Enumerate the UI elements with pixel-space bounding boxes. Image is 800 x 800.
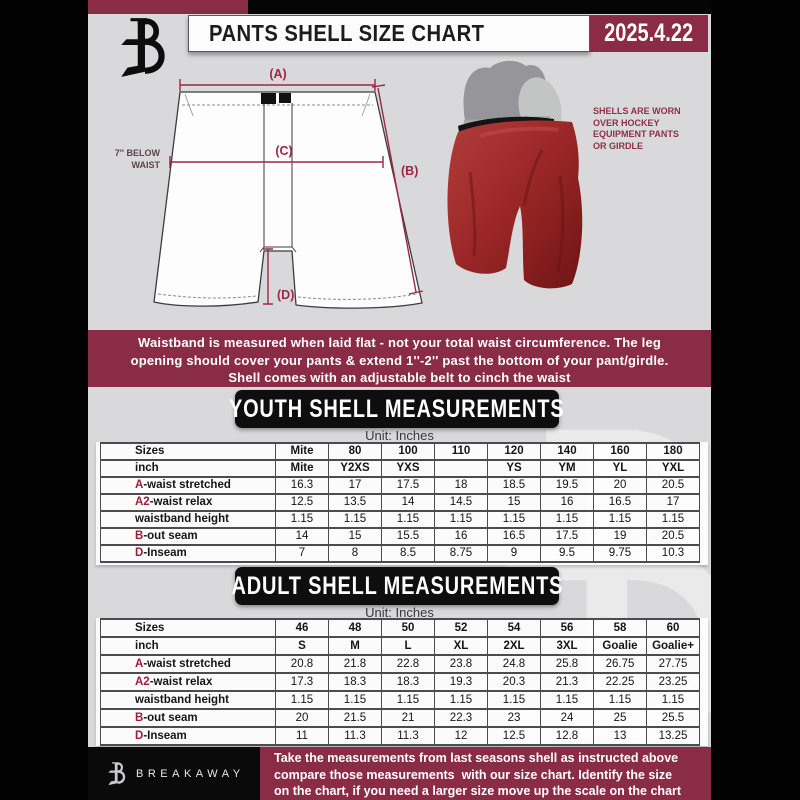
value-cell: 23.25 <box>647 673 700 691</box>
footer-instructions <box>260 747 711 800</box>
top-black-strip <box>248 0 711 14</box>
header-cell: Mite <box>276 443 329 460</box>
value-cell: 14.5 <box>435 494 488 511</box>
row-label: Sizes <box>101 443 276 460</box>
row-label: inch <box>101 460 276 477</box>
value-cell: YM <box>541 460 594 477</box>
value-cell: 21.3 <box>541 673 594 691</box>
table-row <box>101 655 700 673</box>
value-cell: 17 <box>329 477 382 494</box>
page-title: PANTS SHELL SIZE CHART <box>209 20 485 46</box>
value-cell: 20 <box>276 709 329 727</box>
table-row <box>101 673 700 691</box>
value-cell: 8.75 <box>435 545 488 562</box>
value-cell: Mite <box>276 460 329 477</box>
measurement-letter: B <box>135 712 144 724</box>
top-maroon-strip <box>88 0 248 14</box>
value-cell: 17 <box>647 494 700 511</box>
header-cell: 50 <box>382 619 435 637</box>
value-cell: 16.5 <box>488 528 541 545</box>
measurement-letter: D <box>135 730 144 742</box>
table-row <box>101 477 700 494</box>
value-cell: 17.5 <box>541 528 594 545</box>
header-cell: 100 <box>382 443 435 460</box>
value-cell: 9 <box>488 545 541 562</box>
measurement-letter: A <box>135 658 144 670</box>
header-cell: 48 <box>329 619 382 637</box>
content-area <box>88 0 711 800</box>
value-cell: 22.3 <box>435 709 488 727</box>
header-cell: 52 <box>435 619 488 637</box>
value-cell: 12 <box>435 727 488 745</box>
value-cell: 1.15 <box>382 511 435 528</box>
value-cell: 1.15 <box>647 511 700 528</box>
value-cell: 24 <box>541 709 594 727</box>
value-cell: 1.15 <box>382 691 435 709</box>
value-cell: 1.15 <box>276 691 329 709</box>
value-cell: XL <box>435 637 488 655</box>
value-cell: 16 <box>541 494 594 511</box>
measurement-letter: A2 <box>135 496 150 508</box>
value-cell: 1.15 <box>329 511 382 528</box>
table-row <box>101 460 700 477</box>
value-cell: 19 <box>594 528 647 545</box>
header-cell: 56 <box>541 619 594 637</box>
value-cell: 18.3 <box>329 673 382 691</box>
value-cell: YXL <box>647 460 700 477</box>
value-cell: 22.8 <box>382 655 435 673</box>
shorts-outline <box>154 92 422 308</box>
value-cell: 1.15 <box>329 691 382 709</box>
value-cell: 2XL <box>488 637 541 655</box>
value-cell: 1.15 <box>488 511 541 528</box>
below-waist-label-line2: WAIST <box>131 160 160 170</box>
measurement-notice <box>88 330 711 387</box>
value-cell: 23 <box>488 709 541 727</box>
value-cell: 12.8 <box>541 727 594 745</box>
value-cell: 20.8 <box>276 655 329 673</box>
value-cell: 15 <box>329 528 382 545</box>
header-cell: 46 <box>276 619 329 637</box>
value-cell: 25.8 <box>541 655 594 673</box>
photo-note: SHELLS ARE WORN OVER HOCKEY EQUIPMENT PANTS OR GIRDLE <box>593 106 681 151</box>
value-cell: 14 <box>276 528 329 545</box>
table-row <box>101 691 700 709</box>
value-cell: 18 <box>435 477 488 494</box>
value-cell: 9.5 <box>541 545 594 562</box>
footer-breakaway-logo-icon <box>108 760 128 787</box>
notice-line: Shell comes with an adjustable belt to cinch the waist <box>228 370 571 385</box>
value-cell: Goalie+ <box>647 637 700 655</box>
value-cell: 3XL <box>541 637 594 655</box>
table-row <box>101 494 700 511</box>
footer-line: Take the measurements from last seasons shell as instructed above <box>274 751 679 765</box>
value-cell: 17.3 <box>276 673 329 691</box>
diagram-label-c: (C) <box>275 144 293 158</box>
value-cell: 1.15 <box>541 691 594 709</box>
value-cell: Y2XS <box>329 460 382 477</box>
below-waist-label-line1: 7'' BELOW <box>114 148 160 158</box>
value-cell: 16 <box>435 528 488 545</box>
size-table <box>100 618 700 746</box>
header-cell: 60 <box>647 619 700 637</box>
value-cell: 8.5 <box>382 545 435 562</box>
value-cell: 12.5 <box>276 494 329 511</box>
footer-line: compare those measurements with our size chart. Identify the size <box>274 767 673 782</box>
value-cell: 26.75 <box>594 655 647 673</box>
value-cell: 11 <box>276 727 329 745</box>
table-header-row <box>101 443 700 460</box>
value-cell: 17.5 <box>382 477 435 494</box>
value-cell: 25.5 <box>647 709 700 727</box>
value-cell: 1.15 <box>594 691 647 709</box>
row-label: A2-waist relax <box>101 494 276 511</box>
value-cell: 10.3 <box>647 545 700 562</box>
value-cell: YL <box>594 460 647 477</box>
diagram-label-a: (A) <box>269 67 287 81</box>
page-title-bar <box>188 15 590 52</box>
header-cell: 180 <box>647 443 700 460</box>
value-cell: 20.3 <box>488 673 541 691</box>
value-cell: 14 <box>382 494 435 511</box>
value-cell: 1.15 <box>647 691 700 709</box>
value-cell: 13 <box>594 727 647 745</box>
adult-size-table-wrap <box>96 618 708 746</box>
row-label: waistband height <box>101 691 276 709</box>
value-cell: 20.5 <box>647 477 700 494</box>
value-cell <box>435 460 488 477</box>
shell-measurement-diagram <box>98 58 448 313</box>
header-cell: 120 <box>488 443 541 460</box>
measurement-letter: D <box>135 547 144 559</box>
value-cell: 11.3 <box>382 727 435 745</box>
value-cell: YXS <box>382 460 435 477</box>
value-cell: 21.5 <box>329 709 382 727</box>
footer-line: on the chart, if you need a larger size move up the scale on the chart <box>274 784 682 798</box>
adult-heading-text: ADULT SHELL MEASUREMENTS <box>231 571 563 600</box>
table-row <box>101 545 700 562</box>
value-cell: 21.8 <box>329 655 382 673</box>
value-cell: 1.15 <box>594 511 647 528</box>
header-cell: 160 <box>594 443 647 460</box>
table-row <box>101 709 700 727</box>
value-cell: 1.15 <box>435 691 488 709</box>
youth-size-table-wrap <box>96 442 708 565</box>
value-cell: 18.5 <box>488 477 541 494</box>
measurement-letter: A <box>135 479 144 491</box>
notice-line: Waistband is measured when laid flat - not your total waist circumference. The leg <box>137 335 662 350</box>
header-cell: 58 <box>594 619 647 637</box>
value-cell: M <box>329 637 382 655</box>
value-cell: 9.75 <box>594 545 647 562</box>
breakaway-logo-icon <box>114 14 178 80</box>
value-cell: Goalie <box>594 637 647 655</box>
diagram-label-d: (D) <box>277 288 295 302</box>
value-cell: 22.25 <box>594 673 647 691</box>
value-cell: YS <box>488 460 541 477</box>
header-cell: 140 <box>541 443 594 460</box>
row-label: D-Inseam <box>101 727 276 745</box>
value-cell: 23.8 <box>435 655 488 673</box>
value-cell: 19.3 <box>435 673 488 691</box>
value-cell: 20.5 <box>647 528 700 545</box>
adult-section-heading <box>231 567 563 605</box>
row-label: A2-waist relax <box>101 673 276 691</box>
date-text: 2025.4.22 <box>604 19 694 47</box>
value-cell: 12.5 <box>488 727 541 745</box>
date-badge <box>590 15 708 52</box>
value-cell: 15 <box>488 494 541 511</box>
notice-line: opening should cover your pants & extend 1''-2'' past the bottom of your pant/girdle. <box>130 352 669 368</box>
row-label: B-out seam <box>101 528 276 545</box>
footer-brand-block <box>88 747 260 800</box>
shell-photo <box>440 56 590 306</box>
value-cell: 1.15 <box>541 511 594 528</box>
adult-unit-label: Unit: Inches <box>365 605 434 620</box>
value-cell: 20 <box>594 477 647 494</box>
youth-section-heading <box>229 390 565 428</box>
value-cell: L <box>382 637 435 655</box>
value-cell: 13.5 <box>329 494 382 511</box>
header-cell: 54 <box>488 619 541 637</box>
header-cell: 110 <box>435 443 488 460</box>
row-label: inch <box>101 637 276 655</box>
youth-unit-label: Unit: Inches <box>365 428 434 443</box>
measurement-letter: A2 <box>135 676 150 688</box>
value-cell: 11.3 <box>329 727 382 745</box>
row-label: B-out seam <box>101 709 276 727</box>
row-label: Sizes <box>101 619 276 637</box>
header-cell: 80 <box>329 443 382 460</box>
value-cell: 13.25 <box>647 727 700 745</box>
measurement-letter: B <box>135 530 144 542</box>
value-cell: 21 <box>382 709 435 727</box>
value-cell: 7 <box>276 545 329 562</box>
value-cell: S <box>276 637 329 655</box>
value-cell: 27.75 <box>647 655 700 673</box>
row-label: A-waist stretched <box>101 655 276 673</box>
youth-heading-text: YOUTH SHELL MEASUREMENTS <box>229 394 565 423</box>
table-row <box>101 727 700 745</box>
belt-buckle <box>261 93 276 104</box>
value-cell: 16.5 <box>594 494 647 511</box>
value-cell: 25 <box>594 709 647 727</box>
value-cell: 8 <box>329 545 382 562</box>
value-cell: 24.8 <box>488 655 541 673</box>
table-row <box>101 511 700 528</box>
table-row <box>101 528 700 545</box>
row-label: A-waist stretched <box>101 477 276 494</box>
size-table <box>100 442 700 563</box>
table-header-row <box>101 619 700 637</box>
row-label: D-Inseam <box>101 545 276 562</box>
diagram-label-b: (B) <box>401 164 419 178</box>
brand-name: BREAKAWAY <box>136 767 245 780</box>
table-row <box>101 637 700 655</box>
value-cell: 1.15 <box>435 511 488 528</box>
value-cell: 16.3 <box>276 477 329 494</box>
value-cell: 18.3 <box>382 673 435 691</box>
value-cell: 19.5 <box>541 477 594 494</box>
row-label: waistband height <box>101 511 276 528</box>
value-cell: 15.5 <box>382 528 435 545</box>
value-cell: 1.15 <box>276 511 329 528</box>
value-cell: 1.15 <box>488 691 541 709</box>
